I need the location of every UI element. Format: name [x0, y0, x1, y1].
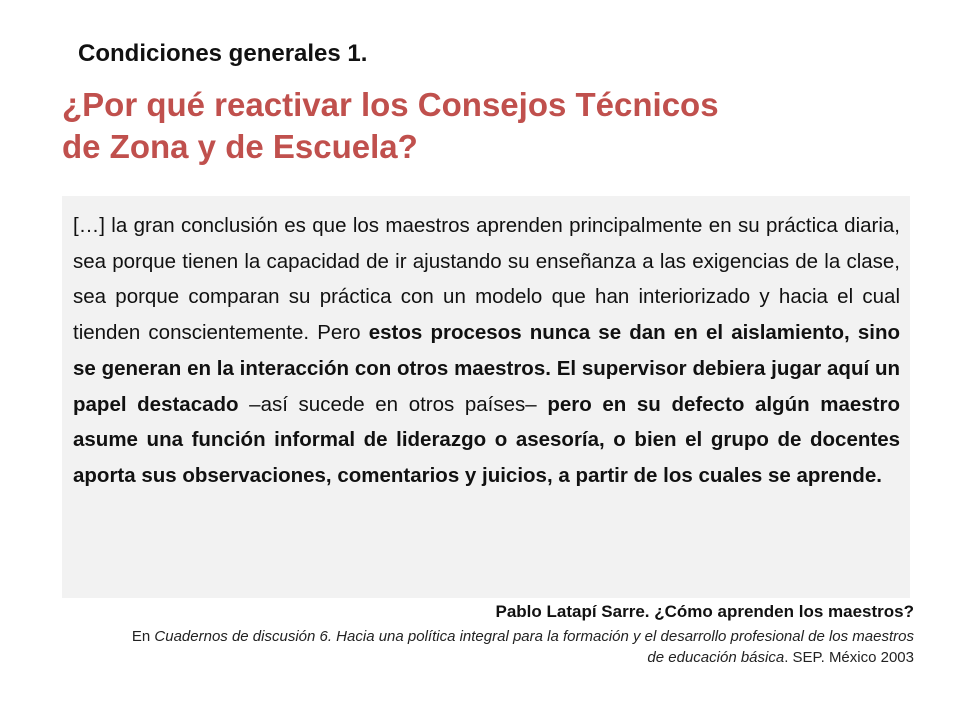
citation-source: [114, 626, 914, 668]
quote-part-2: –así sucede en otros países–: [238, 392, 548, 416]
citation: [114, 598, 914, 668]
title-line-1: ¿Por qué reactivar los Consejos Técnicos: [62, 86, 719, 123]
quote-bold-2: pero en su defecto algún maestro asume una función informal de liderazgo o asesoría, o bien el grupo de docentes aporta sus observaciones, comentarios y juicios, a partir de los cuales se aprende.: [73, 392, 900, 487]
citation-source-title: Cuadernos de discusión 6. Hacia una política integral para la formación y el desarrollo profesional de los maestros de educación básica: [154, 628, 914, 666]
quote-part-1: […] la gran conclusión es que los maestros aprenden principalmente en su práctica diaria, sea porque tienen la capacidad de ir ajustando su enseñanza a las exigencias de la clase, sea porque comparan su práctica con un modelo que han interiorizado y hacia el cual tienden conscientemente. Pero: [73, 214, 900, 345]
kicker-heading: Condiciones generales 1.: [78, 40, 368, 67]
quote-bold-1: estos procesos nunca se dan en el aislamiento, sino se generan en la interacción con otros maestros. El supervisor debiera jugar aquí un papel destacado: [73, 321, 901, 416]
slide-title: [62, 84, 922, 168]
quote-text: [73, 208, 900, 494]
quote-box: [62, 196, 910, 598]
citation-prefix: En: [131, 628, 155, 645]
title-line-2: de Zona y de Escuela?: [62, 128, 418, 165]
citation-suffix: . SEP. México 2003: [784, 649, 914, 666]
citation-author: Pablo Latapí Sarre. ¿Cómo aprenden los maestros?: [495, 602, 914, 621]
